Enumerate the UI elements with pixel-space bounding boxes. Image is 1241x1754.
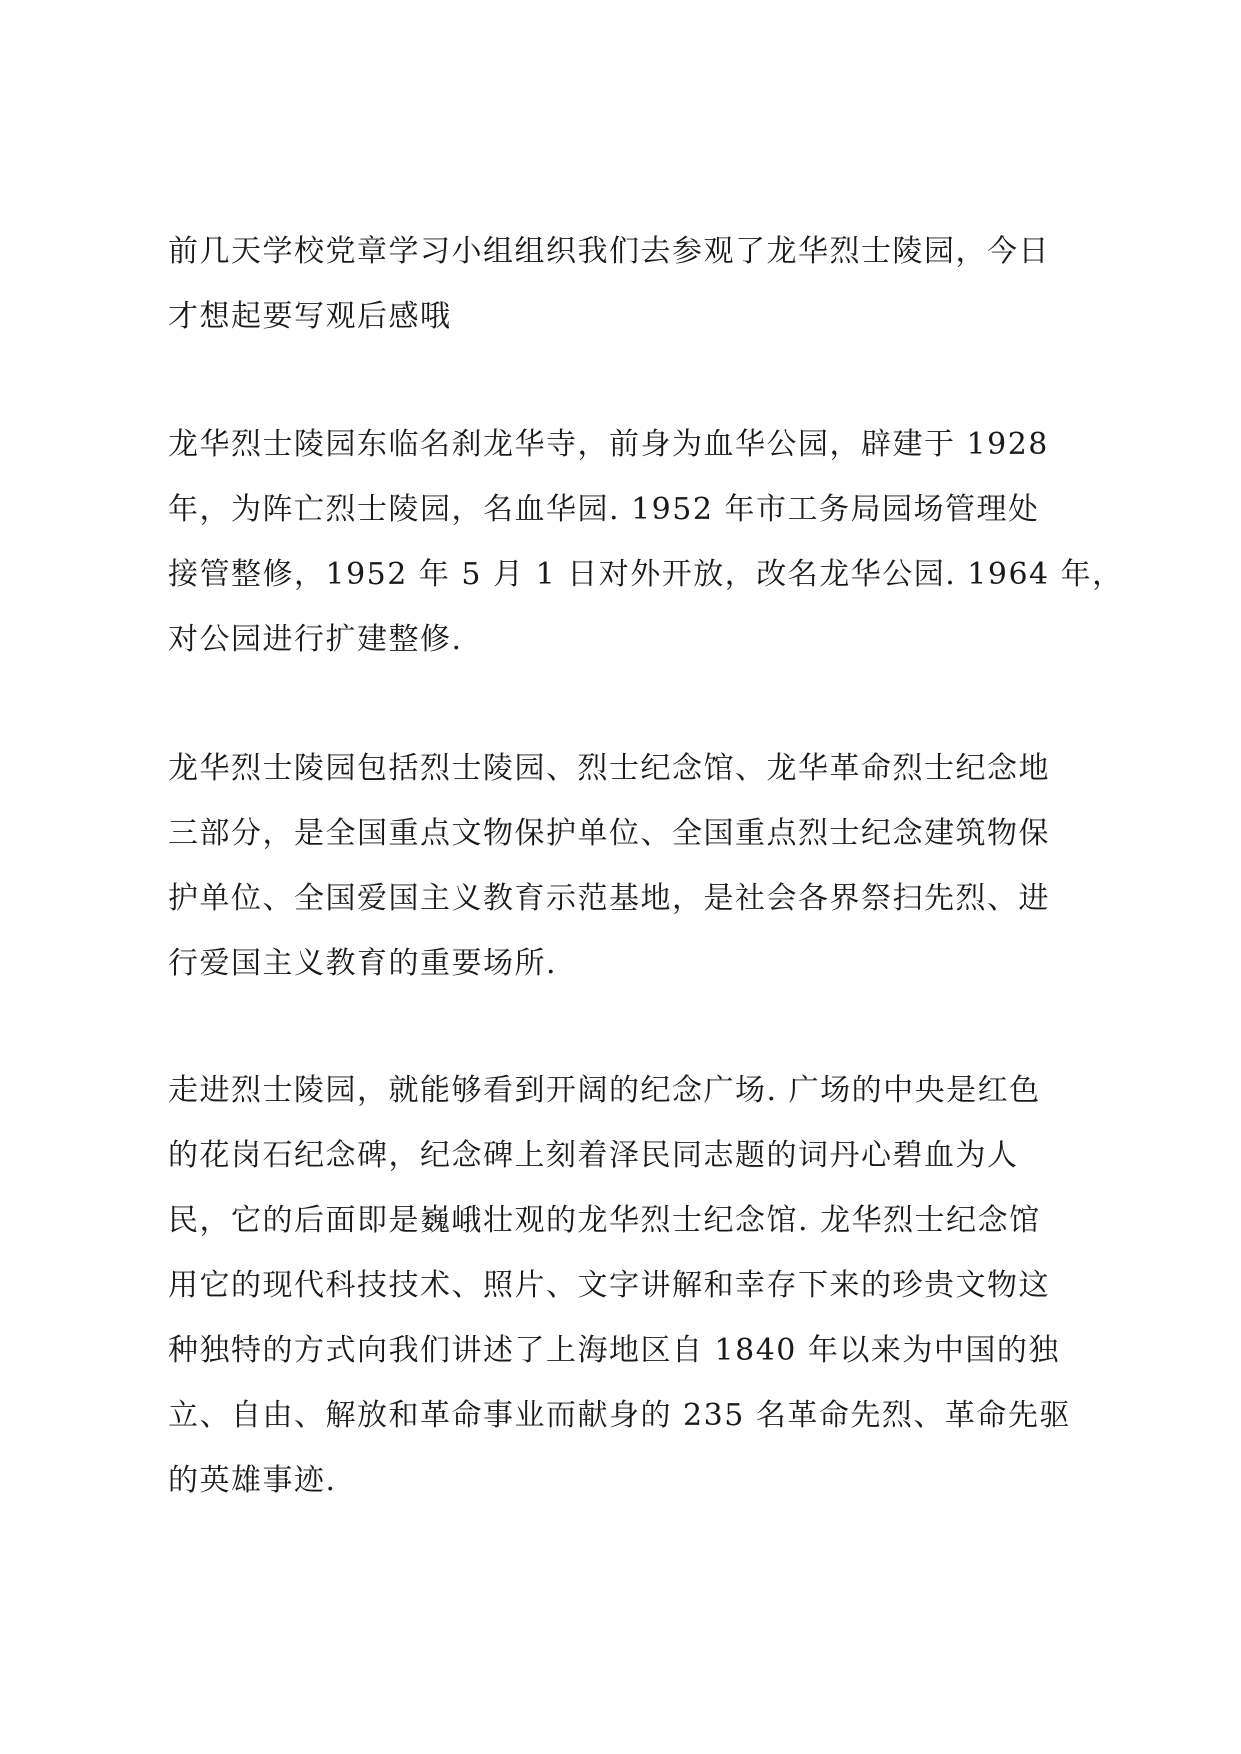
- paragraph-line: 走进烈士陵园，就能够看到开阔的纪念广场. 广场的中央是红色: [168, 1073, 1041, 1108]
- paragraph-line: 龙华烈士陵园东临名刹龙华寺，前身为血华公园，辟建于 1928: [168, 427, 1049, 462]
- paragraph-line: 对公园进行扩建整修.: [168, 622, 463, 657]
- paragraph-line: 前几天学校党章学习小组组织我们去参观了龙华烈士陵园，今日: [168, 234, 1050, 269]
- paragraph-line: 三部分，是全国重点文物保护单位、全国重点烈士纪念建筑物保: [168, 816, 1050, 851]
- paragraph-line: 接管整修，1952 年 5 月 1 日对外开放，改名龙华公园. 1964 年，: [168, 557, 1124, 592]
- paragraph-line: 护单位、全国爱国主义教育示范基地，是社会各界祭扫先烈、进: [168, 881, 1050, 916]
- paragraph-line: 年，为阵亡烈士陵园，名血华园. 1952 年市工务局园场管理处: [168, 492, 1040, 527]
- paragraph-history: [168, 412, 1124, 672]
- paragraph-line: 用它的现代科技技术、照片、文字讲解和幸存下来的珍贵文物这: [168, 1268, 1050, 1303]
- paragraph-line: 才想起要写观后感哦: [168, 299, 452, 334]
- paragraph-composition: [168, 736, 1088, 996]
- paragraph-visit: [168, 1058, 1088, 1513]
- paragraph-line: 民，它的后面即是巍峨壮观的龙华烈士纪念馆. 龙华烈士纪念馆: [168, 1203, 1041, 1238]
- paragraph-intro: [168, 219, 1088, 349]
- paragraph-line: 种独特的方式向我们讲述了上海地区自 1840 年以来为中国的独: [168, 1333, 1060, 1368]
- paragraph-line: 行爱国主义教育的重要场所.: [168, 946, 558, 981]
- paragraph-line: 的英雄事迹.: [168, 1463, 337, 1498]
- paragraph-line: 的花岗石纪念碑，纪念碑上刻着泽民同志题的词丹心碧血为人: [168, 1138, 1019, 1173]
- paragraph-line: 龙华烈士陵园包括烈士陵园、烈士纪念馆、龙华革命烈士纪念地: [168, 751, 1050, 786]
- paragraph-line: 立、自由、解放和革命事业而献身的 235 名革命先烈、革命先驱: [168, 1398, 1071, 1433]
